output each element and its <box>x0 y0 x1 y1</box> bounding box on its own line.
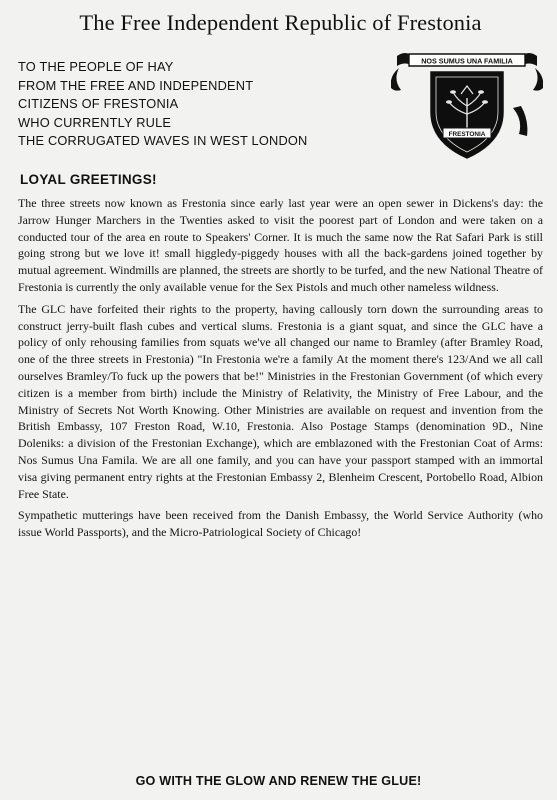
address-line: FROM THE FREE AND INDEPENDENT <box>18 77 254 93</box>
paragraph: The three streets now known as Frestonia since early last year were an open sewer in Dickens's day: the Jarrow Hunger Marchers in the Twenties asked to visit the poorest part of London and were taken on a conducted tour of the area en route to Speakers' Corner. It is much the same now the Rat Safari Park is still going strong but we love it! small higgledy-piggedy houses with all the back-gardens joined together by mutual agreement. Windmills are planned, the streets are shortly to be turfed, and the new National Theatre of Frestonia is currently the only available venue for the Sex Pistols and much other nameless wildness. <box>18 196 543 294</box>
header-block <box>18 58 543 171</box>
paragraph: The GLC have forfeited their rights to the property, having callously torn down the surrounding areas to construct jerry-built flash cubes and vertical slums. Frestonia is a giant squat, and since the GLC have a policy of only rehousing families from squats we've all changed our name to Bramley (after Bramley Road, one of the three streets in Frestonia) "In Frestonia we're a family At the moment there's 123/And we all call ourselves Bramley/To fuck up the powers that be!" Ministries in the Frestonian Government (of which every citizen is a member from birth) include the Ministry of Relativity, the Ministry of Free Labour, and the Ministry of Secrets Not Worth Knowing. Other Ministries are available on request and invention from the British Embassy, 107 Freston Road, W.10, Frestonia. Also Postage Stamps (denomination 9D., Nine Doleniks: a division of the Frestonian Exchange), which are emblazoned with the Frestonian Coat of Arms: Nos Sumus Una Famila. We are all one family, and you can have your passport stamped with an immortal visa giving permanent entry rights at the Frestonian Embassy 2, Blenheim Crescent, Portobello Road, Albion Free State. <box>18 301 543 501</box>
closing-slogan: GO WITH THE GLOW AND RENEW THE GLUE! <box>135 774 422 788</box>
address-line: THE CORRUGATED WAVES IN WEST LONDON <box>18 133 308 148</box>
address-line: CITIZENS OF FRESTONIA <box>18 96 179 111</box>
emblem-motto: NOS SUMUS UNA FAMILIA <box>421 56 513 66</box>
coat-of-arms-shield-icon <box>391 46 543 166</box>
page-title: The Free Independent Republic of Frestonia <box>79 10 482 35</box>
greeting: LOYAL GREETINGS! <box>20 172 157 187</box>
paragraph: Sympathetic mutterings have been received from the Danish Embassy, the World Service Authority (who issue World Passports), and the Micro-Patriological Society of Chicago! <box>18 508 543 540</box>
address-line: TO THE PEOPLE OF HAY <box>18 59 174 74</box>
emblem-banner: FRESTONIA <box>448 131 486 138</box>
body-text <box>18 195 543 541</box>
address-line: WHO CURRENTLY RULE <box>18 114 172 130</box>
